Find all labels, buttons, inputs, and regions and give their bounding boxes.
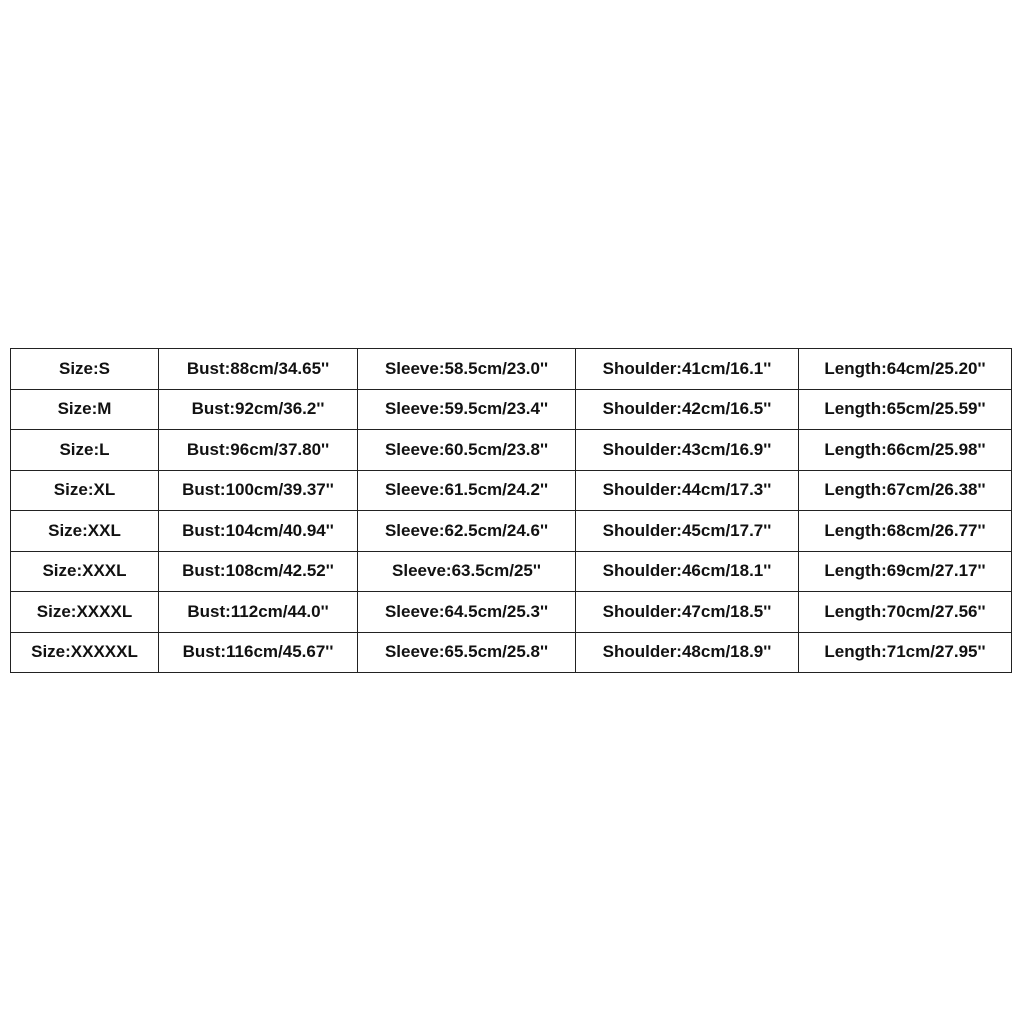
shoulder-cell: Shoulder:41cm/16.1'' [576, 349, 799, 390]
bust-cell: Bust:108cm/42.52'' [159, 551, 358, 592]
length-cell: Length:68cm/26.77'' [799, 511, 1012, 552]
size-cell: Size:XXXXL [11, 592, 159, 633]
length-cell: Length:64cm/25.20'' [799, 349, 1012, 390]
bust-cell: Bust:112cm/44.0'' [159, 592, 358, 633]
table-row [11, 511, 1012, 552]
size-cell: Size:M [11, 389, 159, 430]
table-row [11, 551, 1012, 592]
shoulder-cell: Shoulder:43cm/16.9'' [576, 430, 799, 471]
bust-cell: Bust:88cm/34.65'' [159, 349, 358, 390]
shoulder-cell: Shoulder:45cm/17.7'' [576, 511, 799, 552]
sleeve-cell: Sleeve:60.5cm/23.8'' [358, 430, 576, 471]
length-cell: Length:70cm/27.56'' [799, 592, 1012, 633]
sleeve-cell: Sleeve:65.5cm/25.8'' [358, 632, 576, 673]
length-cell: Length:69cm/27.17'' [799, 551, 1012, 592]
size-chart-table [10, 348, 1012, 673]
shoulder-cell: Shoulder:42cm/16.5'' [576, 389, 799, 430]
length-cell: Length:71cm/27.95'' [799, 632, 1012, 673]
table-row [11, 470, 1012, 511]
size-cell: Size:XXXL [11, 551, 159, 592]
size-cell: Size:XL [11, 470, 159, 511]
shoulder-cell: Shoulder:47cm/18.5'' [576, 592, 799, 633]
table-row [11, 632, 1012, 673]
table-row [11, 349, 1012, 390]
length-cell: Length:66cm/25.98'' [799, 430, 1012, 471]
shoulder-cell: Shoulder:46cm/18.1'' [576, 551, 799, 592]
shoulder-cell: Shoulder:48cm/18.9'' [576, 632, 799, 673]
sleeve-cell: Sleeve:62.5cm/24.6'' [358, 511, 576, 552]
bust-cell: Bust:116cm/45.67'' [159, 632, 358, 673]
sleeve-cell: Sleeve:64.5cm/25.3'' [358, 592, 576, 633]
bust-cell: Bust:92cm/36.2'' [159, 389, 358, 430]
sleeve-cell: Sleeve:61.5cm/24.2'' [358, 470, 576, 511]
table-row [11, 592, 1012, 633]
size-cell: Size:S [11, 349, 159, 390]
bust-cell: Bust:100cm/39.37'' [159, 470, 358, 511]
table-row [11, 430, 1012, 471]
sleeve-cell: Sleeve:59.5cm/23.4'' [358, 389, 576, 430]
sleeve-cell: Sleeve:58.5cm/23.0'' [358, 349, 576, 390]
table-row [11, 389, 1012, 430]
bust-cell: Bust:96cm/37.80'' [159, 430, 358, 471]
length-cell: Length:67cm/26.38'' [799, 470, 1012, 511]
shoulder-cell: Shoulder:44cm/17.3'' [576, 470, 799, 511]
length-cell: Length:65cm/25.59'' [799, 389, 1012, 430]
size-cell: Size:XXXXXL [11, 632, 159, 673]
size-cell: Size:XXL [11, 511, 159, 552]
size-cell: Size:L [11, 430, 159, 471]
bust-cell: Bust:104cm/40.94'' [159, 511, 358, 552]
sleeve-cell: Sleeve:63.5cm/25'' [358, 551, 576, 592]
